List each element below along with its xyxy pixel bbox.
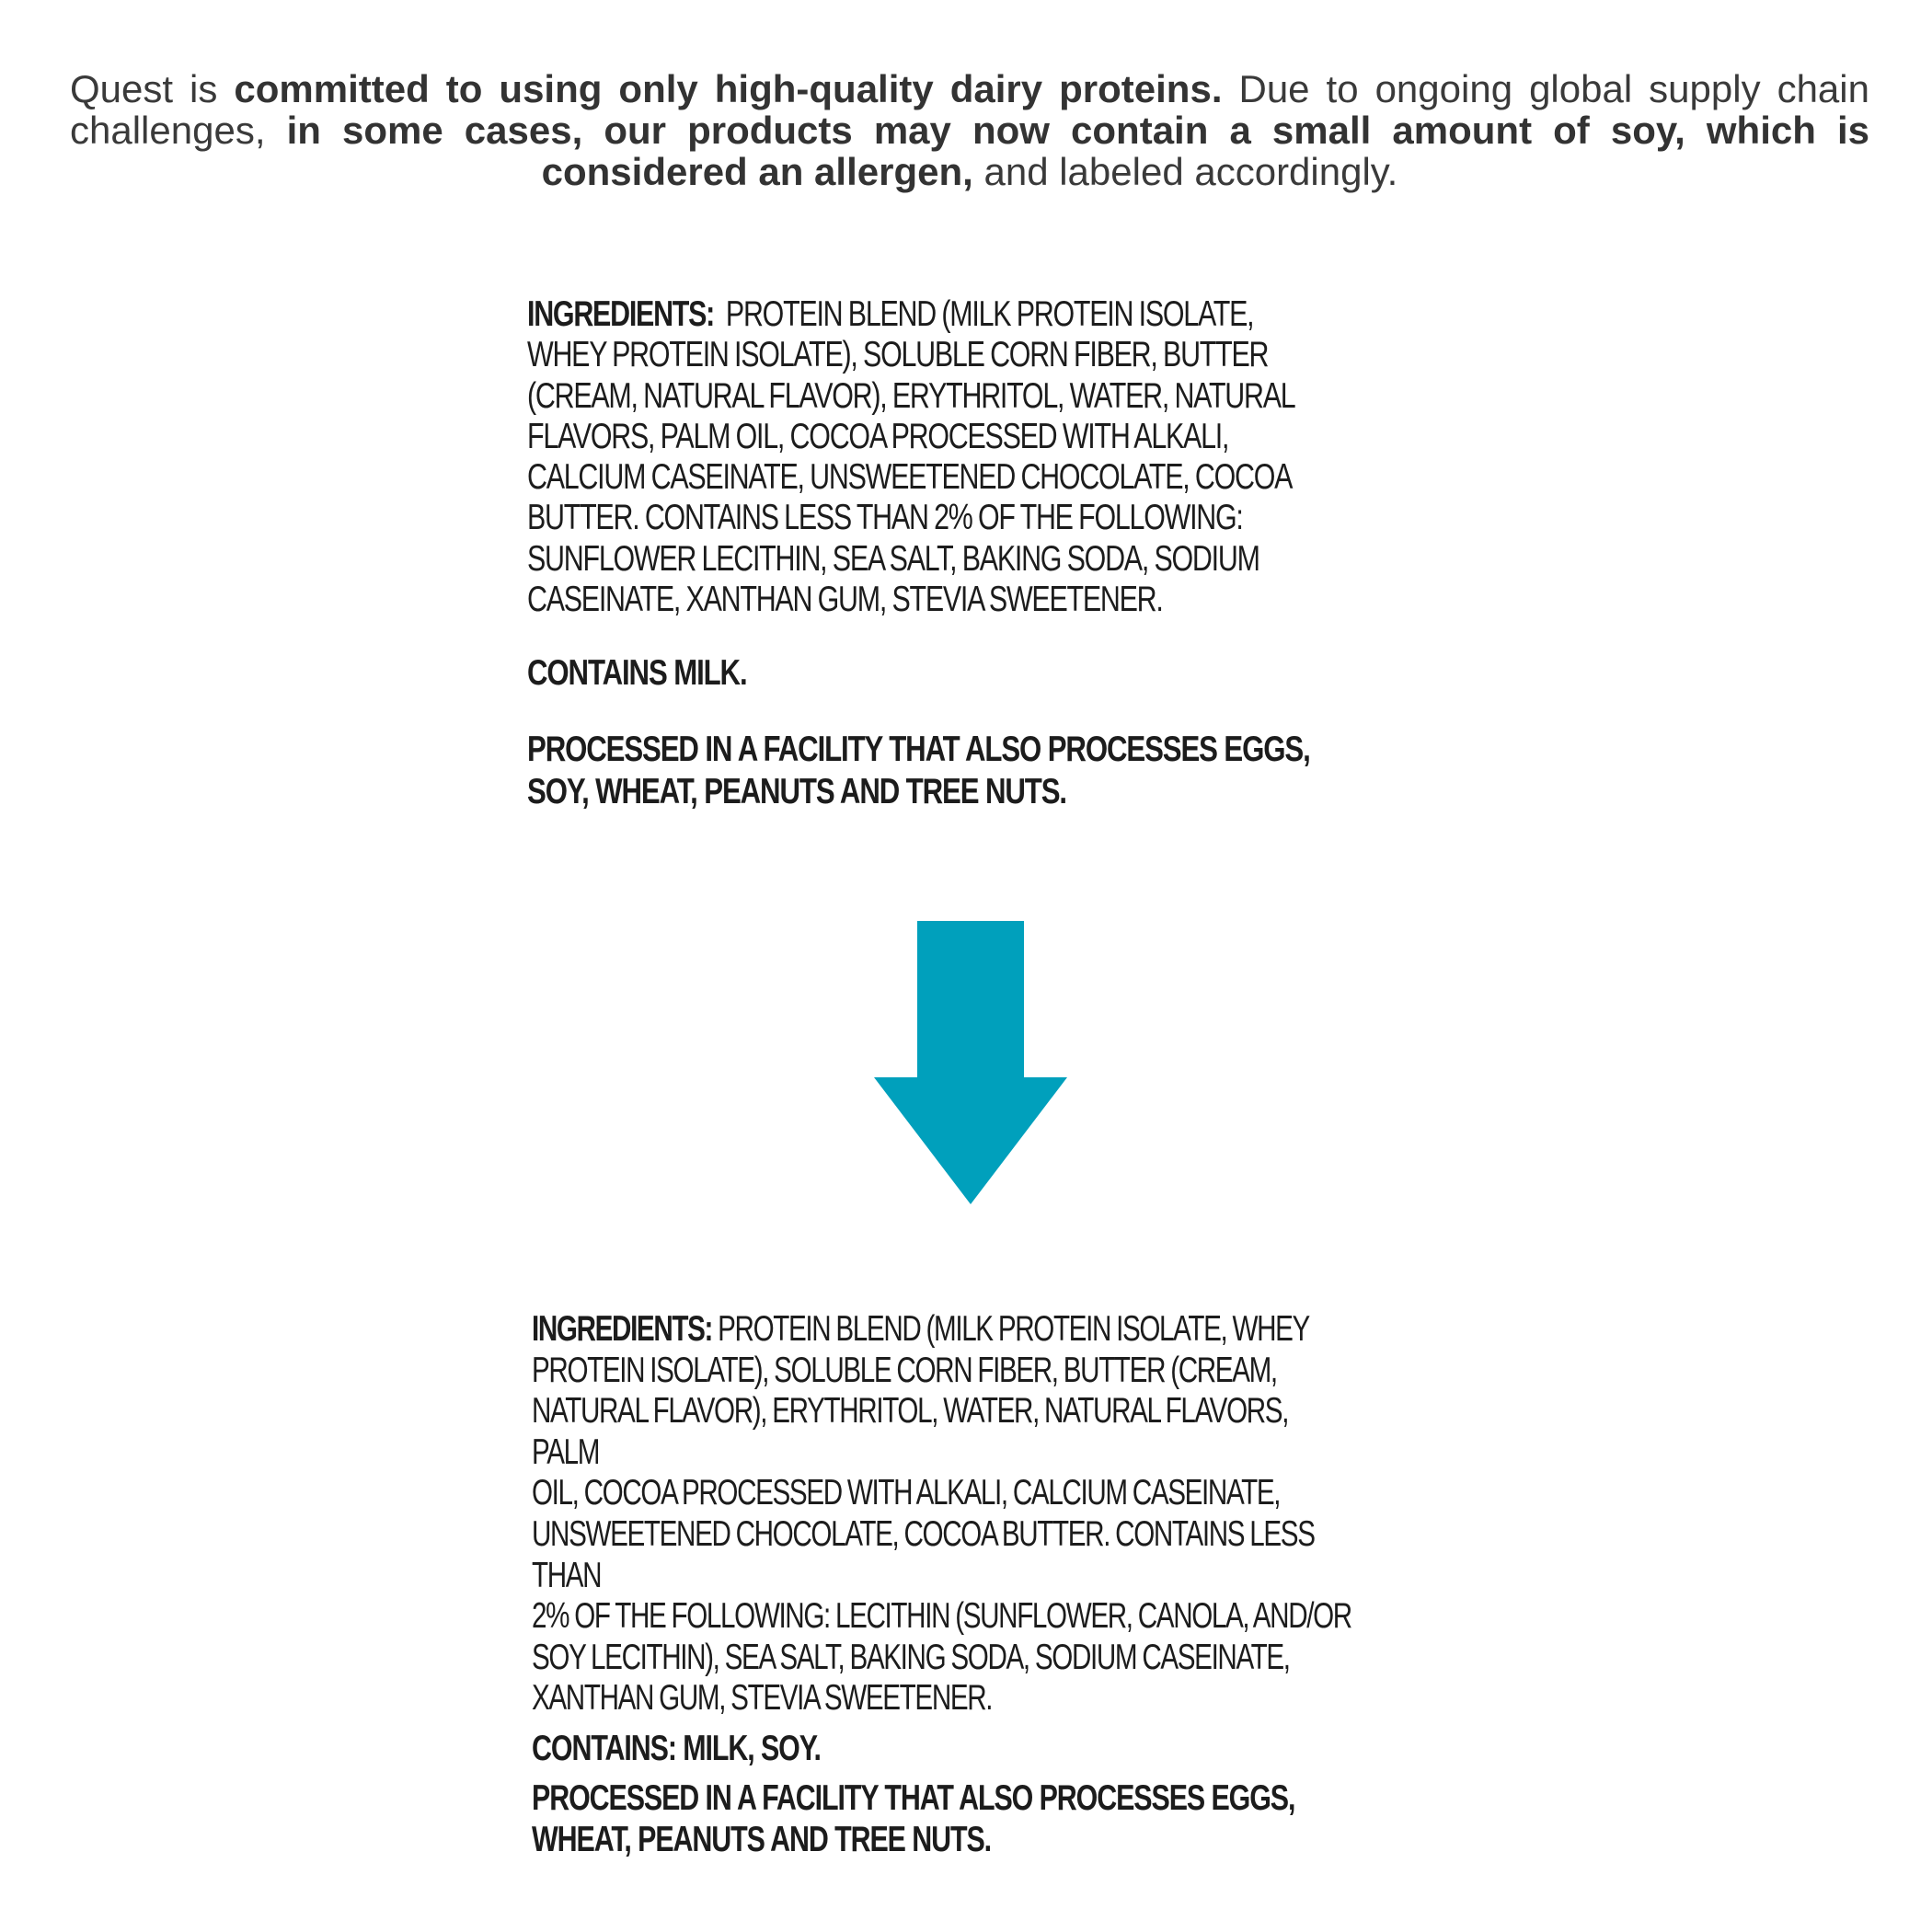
old-ingredients-label: [527, 294, 1521, 813]
notice-text-1: Quest is: [70, 67, 235, 110]
old-ingredients-line-7: SUNFLOWER LECITHIN, SEA SALT, BAKING SODA, SODIUM: [527, 538, 1259, 579]
new-ingredients-line-5: UNSWEETENED CHOCOLATE, COCOA BUTTER. CONTAINS LESS THAN: [532, 1513, 1315, 1595]
notice-bold-1: committed to using only high-quality dairy proteins.: [234, 67, 1223, 110]
new-ingredients-line-6: 2% OF THE FOLLOWING: LECITHIN (SUNFLOWER, CANOLA, AND/OR: [532, 1596, 1351, 1637]
new-ingredients-text: [532, 1309, 1617, 1719]
old-ingredients-line-2: WHEY PROTEIN ISOLATE), SOLUBLE CORN FIBER, BUTTER: [527, 335, 1269, 375]
old-ingredients-line-5: CALCIUM CASEINATE, UNSWEETENED CHOCOLATE, COCOA: [527, 457, 1293, 498]
old-ingredients-line-1: INGREDIENTS: PROTEIN BLEND (MILK PROTEIN ISOLATE,: [527, 294, 1254, 334]
old-ingredients-line-4: FLAVORS, PALM OIL, COCOA PROCESSED WITH ALKALI,: [527, 416, 1229, 456]
new-ingredients-line-4: OIL, COCOA PROCESSED WITH ALKALI, CALCIUM CASEINATE,: [532, 1473, 1281, 1513]
new-ingredients-line-1: INGREDIENTS: PROTEIN BLEND (MILK PROTEIN ISOLATE, WHEY: [532, 1309, 1309, 1349]
old-ingredients-line-6: BUTTER. CONTAINS LESS THAN 2% OF THE FOLLOWING:: [527, 498, 1243, 538]
old-ingredients-heading: INGREDIENTS:: [527, 294, 715, 334]
old-facility-statement: PROCESSED IN A FACILITY THAT ALSO PROCESSES EGGS, SOY, WHEAT, PEANUTS AND TREE NUTS.: [527, 730, 1310, 812]
new-ingredients-line-8: XANTHAN GUM, STEVIA SWEETENER.: [532, 1678, 993, 1719]
allergen-notice: [70, 68, 1869, 192]
old-ingredients-line-8: CASEINATE, XANTHAN GUM, STEVIA SWEETENER.: [527, 580, 1163, 620]
notice-text-3: and labeled accordingly.: [972, 150, 1398, 193]
new-ingredients-line-7: SOY LECITHIN), SEA SALT, BAKING SODA, SODIUM CASEINATE,: [532, 1637, 1290, 1677]
new-ingredients-heading: INGREDIENTS:: [532, 1309, 713, 1349]
new-contains-statement: CONTAINS: MILK, SOY.: [532, 1728, 821, 1768]
new-ingredients-label: [532, 1309, 1617, 1860]
new-facility-statement: PROCESSED IN A FACILITY THAT ALSO PROCESSES EGGS, WHEAT, PEANUTS AND TREE NUTS.: [532, 1777, 1295, 1859]
notice-text-2: Due to ongoing global supply chain challenges,: [70, 67, 1869, 152]
old-ingredients-text: [527, 294, 1521, 620]
old-ingredients-line-3: (CREAM, NATURAL FLAVOR), ERYTHRITOL, WATER, NATURAL: [527, 375, 1295, 416]
new-ingredients-line-3: NATURAL FLAVOR), ERYTHRITOL, WATER, NATURAL FLAVORS, PALM: [532, 1391, 1289, 1472]
new-ingredients-line-2: PROTEIN ISOLATE), SOLUBLE CORN FIBER, BUTTER (CREAM,: [532, 1350, 1277, 1390]
arrow-down-icon: [874, 921, 1067, 1204]
old-contains-statement: CONTAINS MILK.: [527, 653, 747, 694]
notice-bold-2: in some cases, our products may now contain a small amount of soy, which is considered an allergen,: [286, 109, 1869, 193]
